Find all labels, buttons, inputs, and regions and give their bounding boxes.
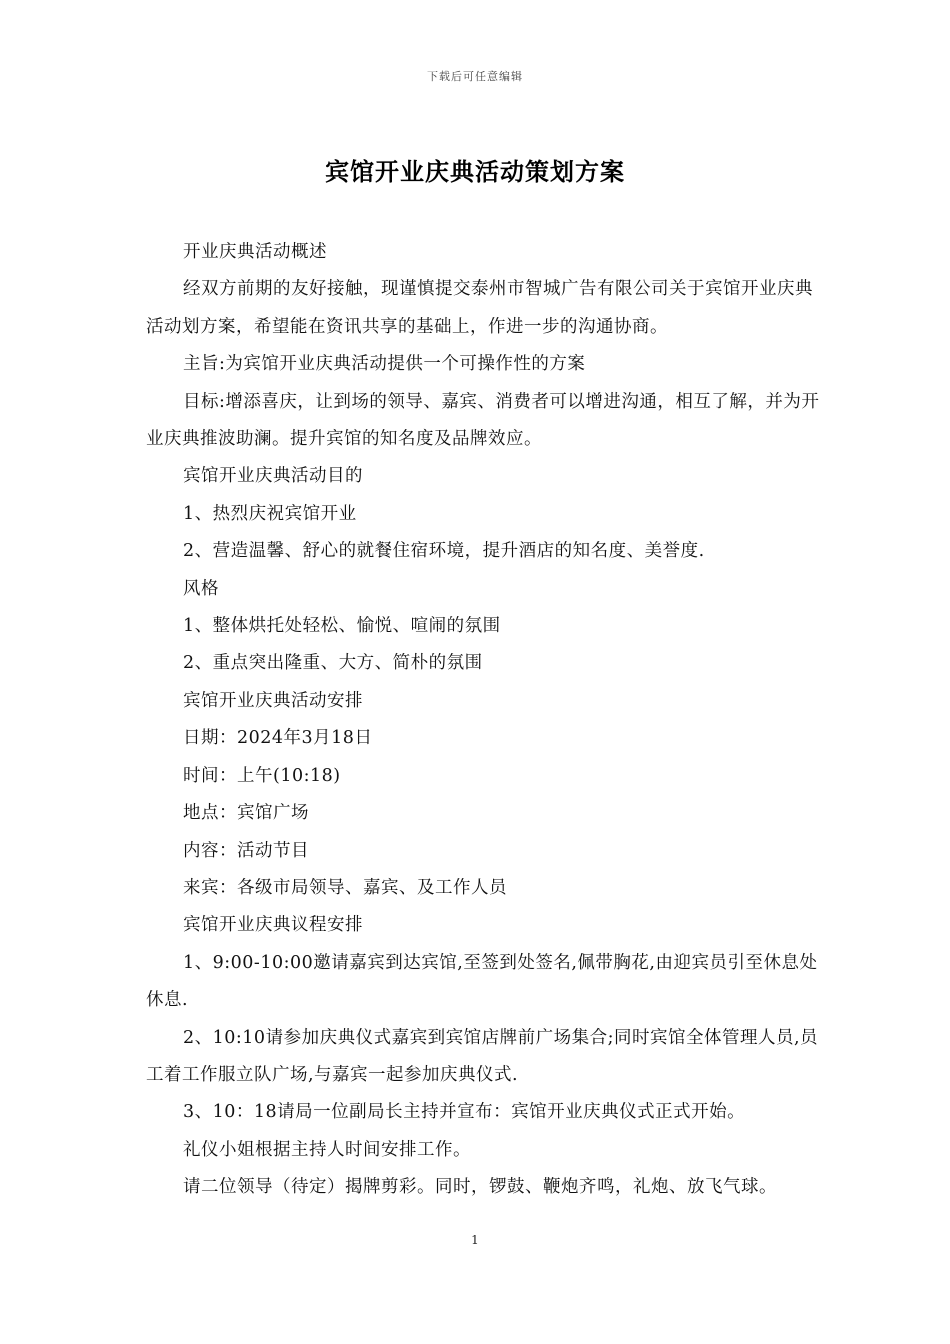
paragraph-time: 时间：上午(10:18) xyxy=(183,765,341,786)
paragraph-style-1: 1、整体烘托处轻松、愉悦、喧闹的氛围 xyxy=(183,616,501,637)
paragraph-ribbon-cutting: 请二位领导（待定）揭牌剪彩。同时，锣鼓、鞭炮齐鸣，礼炮、放飞气球。 xyxy=(183,1177,777,1198)
paragraph-goal: 目标:增添喜庆，让到场的领导、嘉宾、消费者可以增进沟通，相互了解，并为开业庆典推波助澜。提升宾馆的知名度及品牌效应。 xyxy=(146,391,820,450)
paragraph-agenda-heading: 宾馆开业庆典议程安排 xyxy=(183,915,363,936)
page-number: 1 xyxy=(471,1233,479,1247)
document-title: 宾馆开业庆典活动策划方案 xyxy=(325,157,625,186)
page-header-note: 下载后可任意编辑 xyxy=(427,70,523,83)
paragraph-agenda-3: 3、10：18请局一位副局长主持并宣布：宾馆开业庆典仪式正式开始。 xyxy=(183,1102,746,1123)
paragraph-purpose: 主旨:为宾馆开业庆典活动提供一个可操作性的方案 xyxy=(183,354,586,375)
paragraph-content: 内容：活动节目 xyxy=(183,840,309,861)
paragraph-intro: 经双方前期的友好接触，现谨慎提交泰州市智城广告有限公司关于宾馆开业庆典活动划方案，希望能在资讯共享的基础上，作进一步的沟通协商。 xyxy=(146,279,813,337)
paragraph-objectives-heading: 宾馆开业庆典活动目的 xyxy=(183,466,363,487)
paragraph-objective-1: 1、热烈庆祝宾馆开业 xyxy=(183,503,357,524)
paragraph-style-2: 2、重点突出隆重、大方、简朴的氛围 xyxy=(183,653,483,674)
paragraph-date: 日期：2024年3月18日 xyxy=(183,728,373,749)
paragraph-overview-heading: 开业庆典活动概述 xyxy=(183,242,327,262)
paragraph-etiquette: 礼仪小姐根据主持人时间安排工作。 xyxy=(183,1139,471,1160)
paragraph-style-heading: 风格 xyxy=(183,578,219,599)
paragraph-objective-2: 2、营造温馨、舒心的就餐住宿环境，提升酒店的知名度、美誉度. xyxy=(183,541,705,562)
paragraph-arrangement-heading: 宾馆开业庆典活动安排 xyxy=(183,690,363,711)
paragraph-location: 地点：宾馆广场 xyxy=(183,803,309,824)
paragraph-agenda-2: 2、10:10请参加庆典仪式嘉宾到宾馆店牌前广场集合;同时宾馆全体管理人员,员工着工作服立队广场,与嘉宾一起参加庆典仪式. xyxy=(146,1027,819,1085)
paragraph-guests: 来宾：各级市局领导、嘉宾、及工作人员 xyxy=(183,877,507,898)
document-body xyxy=(146,234,822,1207)
paragraph-agenda-1: 1、9:00-10:00邀请嘉宾到达宾馆,至签到处签名,佩带胸花,由迎宾员引至休息处休息. xyxy=(146,952,818,1011)
